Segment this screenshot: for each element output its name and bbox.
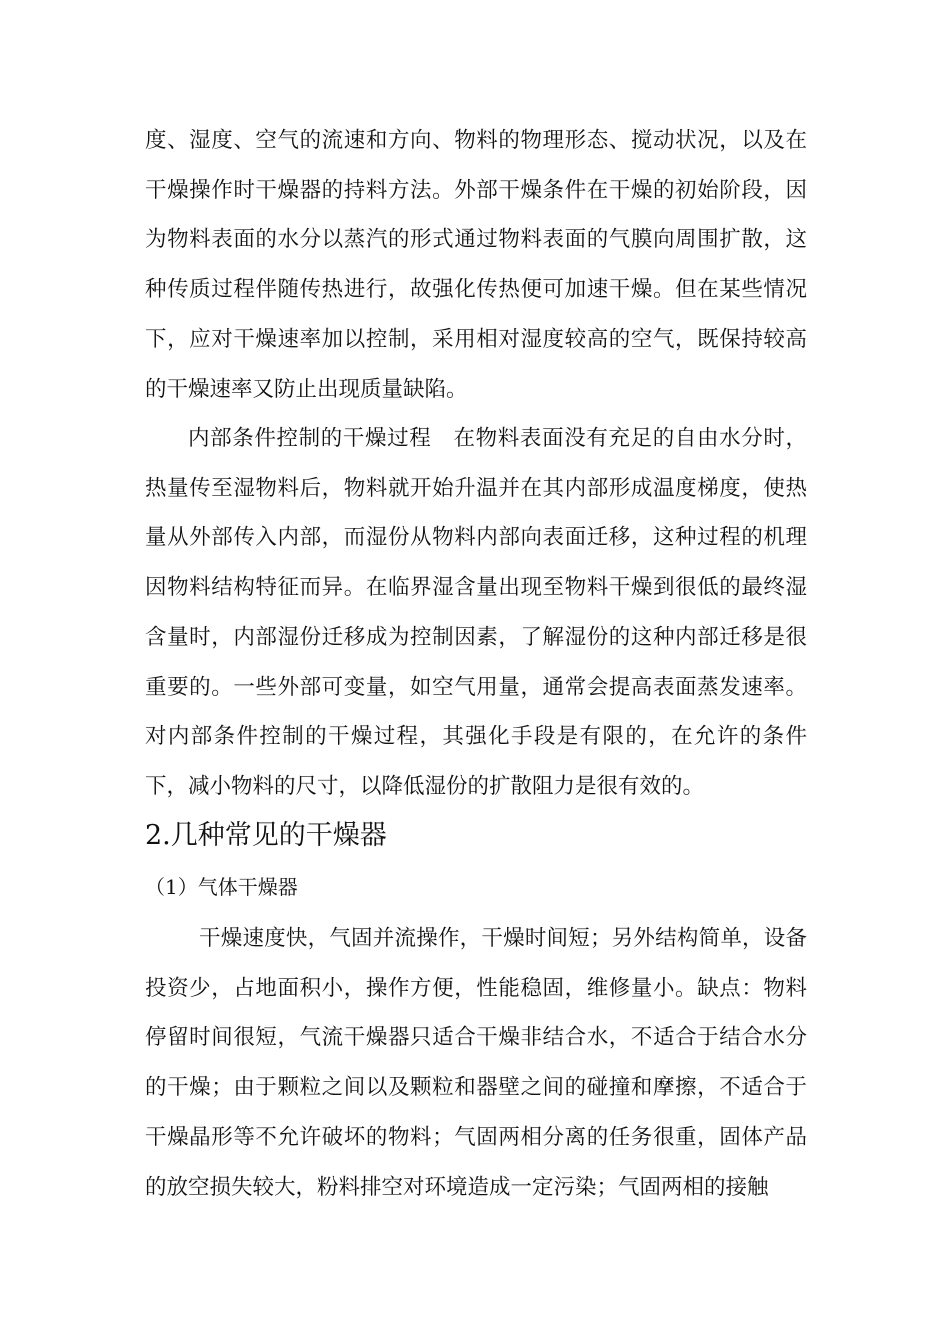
paragraph-drying-external-conditions: 度、湿度、空气的流速和方向、物料的物理形态、搅动状况，以及在干燥操作时干燥器的持料方法。外部干燥条件在干燥的初始阶段，因为物料表面的水分以蒸汽的形式通过物料表面的气膜向周围扩散，这种传质过程伴随传热进行，故强化传热便可加速干燥。但在某些情况下，应对干燥速率加以控制，采用相对湿度较高的空气，既保持较高的干燥速率又防止出现质量缺陷。 bbox=[145, 128, 807, 402]
subsection-heading: （1）气体干燥器 bbox=[145, 875, 298, 899]
paragraph-drying-internal-conditions: 内部条件控制的干燥过程 在物料表面没有充足的自由水分时，热量传至湿物料后，物料就开始升温并在其内部形成温度梯度，使热量从外部传入内部，而湿份从物料内部向表面迁移，这种过程的机理因物料结构特征而异。在临界湿含量出现至物料干燥到很低的最终湿含量时，内部湿份迁移成为控制因素，了解湿份的这种内部迁移是很重要的。一些外部可变量，如空气用量，通常会提高表面蒸发速率。对内部条件控制的干燥过程，其强化手段是有限的，在允许的条件下，减小物料的尺寸，以降低湿份的扩散阻力是很有效的。 bbox=[145, 426, 807, 799]
paragraph-gas-dryer: 干燥速度快，气固并流操作，干燥时间短；另外结构简单，设备投资少，占地面积小，操作方便，性能稳固，维修量小。缺点：物料停留时间很短，气流干燥器只适合干燥非结合水，不适合于结合水分的干燥；由于颗粒之间以及颗粒和器壁之间的碰撞和摩擦，不适合于干燥晶形等不允许破坏的物料；气固两相分离的任务很重，固体产品的放空损失较大，粉料排空对环境造成一定污染；气固两相的接触 bbox=[145, 926, 807, 1200]
section-heading: 2.几种常见的干燥器 bbox=[145, 820, 387, 851]
